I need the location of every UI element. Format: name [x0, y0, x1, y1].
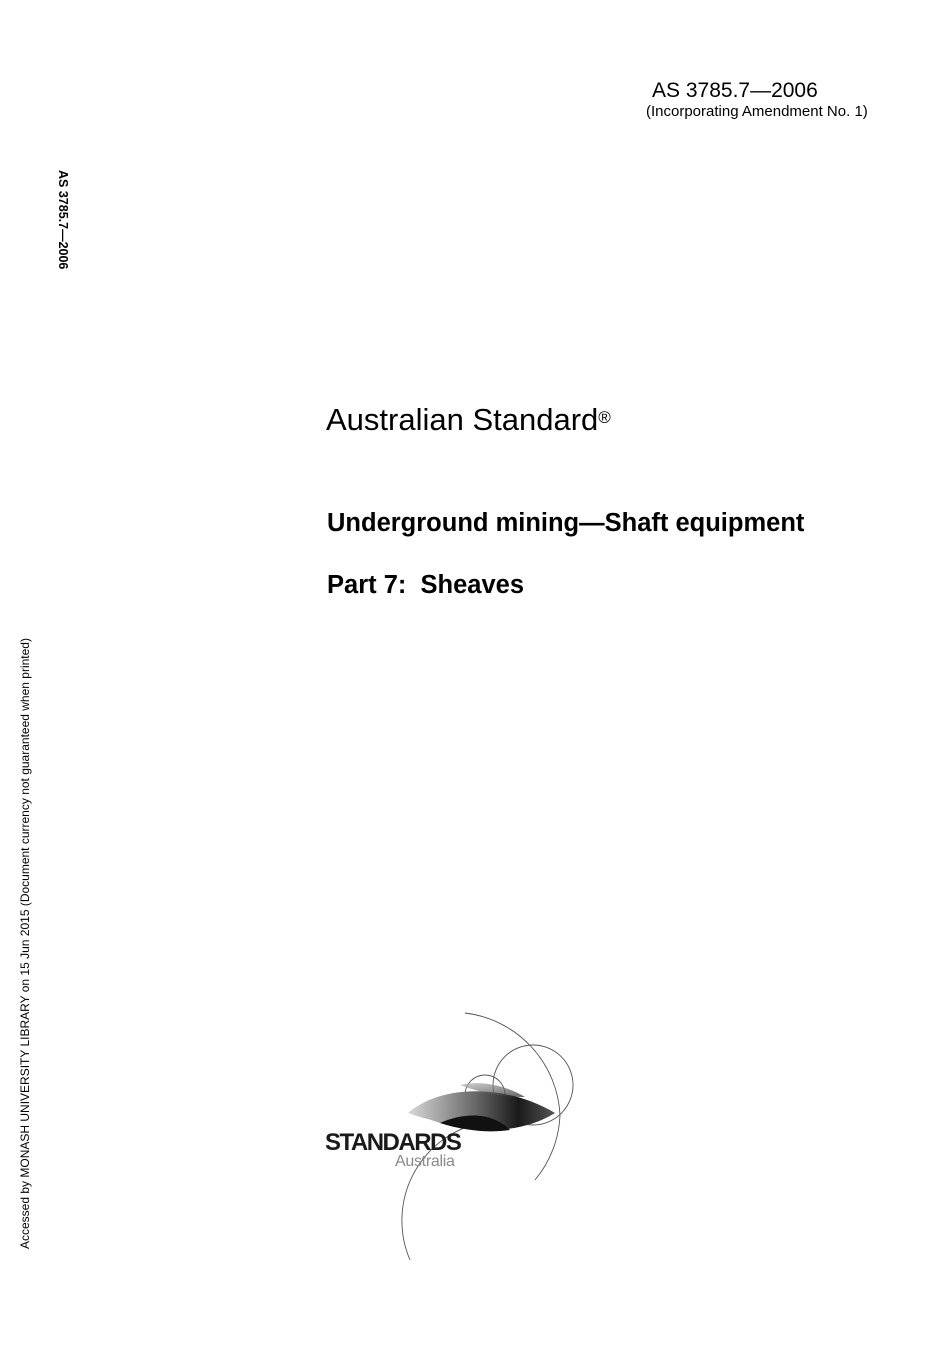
amendment-note: (Incorporating Amendment No. 1) — [646, 103, 868, 120]
series-title-text: Australian Standard — [326, 402, 599, 437]
spine-text: AS 3785.7—2006 — [56, 170, 70, 270]
registered-mark: ® — [598, 408, 611, 427]
document-part: Part 7: Sheaves — [327, 571, 525, 599]
access-watermark-text: Accessed by MONASH UNIVERSITY LIBRARY on 15 Jun 2015 (Document currency not guaranteed when printed) — [18, 638, 32, 1249]
logo-wordmark: STANDARDS — [325, 1129, 461, 1156]
standard-number: AS 3785.7—2006 — [652, 79, 818, 102]
access-watermark — [18, 595, 38, 1250]
series-title — [326, 400, 611, 440]
document-title: Underground mining—Shaft equipment — [327, 509, 805, 537]
standards-australia-logo — [320, 1005, 590, 1265]
spine-label — [52, 170, 72, 295]
logo-subtitle: Australia — [395, 1153, 455, 1170]
